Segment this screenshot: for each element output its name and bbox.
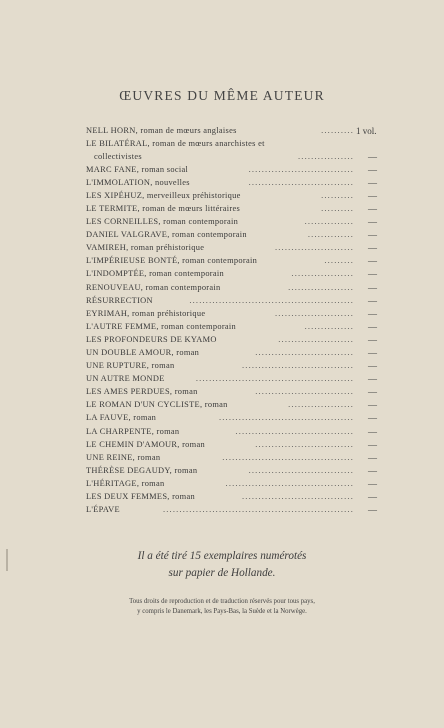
work-title: VAMIREH, roman préhistorique: [86, 243, 205, 253]
volume-mark: —: [368, 361, 377, 372]
work-title: UNE RUPTURE, roman: [86, 361, 175, 371]
limited-edition-note: [0, 548, 444, 582]
leader-dots: ........................................: [222, 452, 354, 462]
work-entry: [0, 453, 444, 466]
leader-dots: ........................: [274, 308, 354, 318]
work-entry: [0, 165, 444, 178]
leader-dots: ........................: [274, 243, 354, 253]
work-title: L'ÉPAVE: [86, 505, 120, 515]
work-title: MARC FANE, roman social: [86, 164, 189, 174]
work-title: L'AUTRE FEMME, roman contemporain: [86, 321, 237, 331]
work-title: LES DEUX FEMMES, roman: [86, 492, 195, 502]
page-title: ŒUVRES DU MÊME AUTEUR: [119, 88, 325, 103]
work-entry: [0, 217, 444, 230]
work-entry: [0, 400, 444, 413]
volume-mark: —: [368, 492, 377, 503]
work-title: EYRIMAH, roman préhistorique: [86, 308, 206, 318]
leader-dots: ..................................: [242, 361, 354, 371]
volume-mark: —: [368, 282, 377, 293]
volume-mark: —: [368, 348, 377, 358]
work-entry: [0, 335, 444, 348]
work-entry: [0, 283, 444, 296]
work-title: NELL HORN, roman de mœurs anglaises: [86, 126, 237, 135]
work-entry: [0, 269, 444, 282]
work-entry: [0, 139, 444, 165]
work-title: L'IMMOLATION, nouvelles: [86, 177, 190, 187]
leader-dots: .........................................: [218, 413, 354, 423]
leader-dots: ..................................: [242, 492, 354, 502]
work-entry: [0, 230, 444, 243]
work-entry: [0, 361, 444, 374]
work-entry: [0, 204, 444, 217]
work-title: LA FAUVE, roman: [86, 413, 157, 423]
work-title: UN AUTRE MONDE: [86, 374, 165, 384]
volume-mark: —: [368, 465, 377, 476]
volume-mark: —: [368, 203, 377, 214]
work-entry: [0, 479, 444, 492]
volume-mark: —: [368, 452, 377, 463]
limited-edition-line-2: sur papier de Hollande.: [168, 567, 276, 579]
volume-mark: 1 vol.: [356, 126, 377, 136]
work-entry: [0, 492, 444, 505]
volume-mark: —: [368, 439, 377, 450]
rights-line-1: Tous droits de reproduction et de traduction réservés pour tous pays,: [129, 598, 315, 605]
volume-mark: —: [368, 217, 377, 228]
leader-dots: ..........: [321, 190, 354, 200]
work-title: LE TERMITE, roman de mœurs littéraires: [86, 203, 241, 213]
volume-mark: —: [368, 151, 377, 162]
leader-dots: ................................................: [195, 374, 354, 384]
limited-edition-line-1: Il a été tiré 15 exemplaires numérotés: [137, 550, 307, 562]
work-entry: [0, 505, 444, 518]
work-title: LE ROMAN D'UN CYCLISTE, roman: [86, 400, 228, 410]
work-entry: [0, 374, 444, 387]
leader-dots: ................................: [248, 177, 354, 187]
work-title: RÉSURRECTION: [86, 295, 153, 305]
leader-dots: ....................................: [235, 426, 354, 436]
rights-notice: [0, 597, 444, 617]
work-title-continued: collectivistes: [94, 151, 142, 161]
leader-dots: .................: [298, 151, 354, 161]
work-entry: [0, 413, 444, 426]
leader-dots: ..................................................: [189, 295, 354, 305]
work-title: LES PROFONDEURS DE KYAMO: [86, 334, 217, 344]
rights-line-2: y compris le Danemark, les Pays-Bas, la Suède et la Norwège.: [137, 608, 307, 615]
work-entry: [0, 126, 444, 139]
volume-mark: —: [368, 400, 377, 411]
work-entry: [0, 427, 444, 440]
work-title: LES XIPÉHUZ, merveilleux préhistorique: [86, 190, 241, 200]
volume-mark: —: [368, 243, 377, 254]
leader-dots: ....................: [288, 282, 354, 292]
work-entry: [0, 256, 444, 269]
work-entry: [0, 309, 444, 322]
work-entry: [0, 243, 444, 256]
work-title: LE BILATÉRAL, roman de mœurs anarchistes et: [86, 139, 265, 149]
volume-mark: —: [368, 177, 377, 188]
volume-mark: —: [368, 269, 377, 280]
leader-dots: ...............: [304, 321, 354, 331]
work-title: LA CHARPENTE, roman: [86, 426, 180, 436]
work-title: L'INDOMPTÉE, roman contemporain: [86, 269, 225, 279]
volume-mark: —: [368, 478, 377, 489]
volume-mark: —: [368, 190, 377, 201]
volume-mark: —: [368, 374, 377, 385]
volume-mark: —: [368, 505, 377, 516]
work-title: DANIEL VALGRAVE, roman contemporain: [86, 230, 247, 240]
work-entry: [0, 466, 444, 479]
leader-dots: ..............................: [255, 439, 354, 449]
leader-dots: .......................................: [225, 478, 354, 488]
work-entry: [0, 191, 444, 204]
work-title: RENOUVEAU, roman contemporain: [86, 282, 221, 292]
leader-dots: .......................: [278, 334, 354, 344]
work-title: L'HÉRITAGE, roman: [86, 478, 165, 488]
work-entry: [0, 322, 444, 335]
leader-dots: ..........: [321, 203, 354, 213]
volume-mark: —: [368, 164, 377, 175]
work-entry: [0, 296, 444, 309]
leader-dots: ................................: [248, 164, 354, 174]
leader-dots: ................................: [248, 465, 354, 475]
leader-dots: .........: [324, 256, 354, 266]
work-title: LE CHEMIN D'AMOUR, roman: [86, 439, 205, 449]
leader-dots: ..........................................................: [162, 505, 354, 515]
work-entry: [0, 178, 444, 191]
works-list: [0, 126, 444, 518]
volume-mark: —: [368, 426, 377, 437]
work-entry: [0, 440, 444, 453]
volume-mark: —: [368, 295, 377, 306]
leader-dots: ...................: [291, 269, 354, 279]
volume-mark: —: [368, 334, 377, 345]
volume-mark: —: [368, 230, 377, 241]
work-title: UNE REINE, roman: [86, 452, 161, 462]
work-title: L'IMPÉRIEUSE BONTÉ, roman contemporain: [86, 256, 258, 266]
leader-dots: ....................: [288, 400, 354, 410]
leader-dots: ..............................: [255, 387, 354, 397]
work-entry: [0, 348, 444, 361]
work-title: LES AMES PERDUES, roman: [86, 387, 198, 397]
work-title: UN DOUBLE AMOUR, roman: [86, 348, 200, 357]
volume-mark: —: [368, 321, 377, 332]
leader-dots: ..............: [307, 230, 354, 240]
leader-dots: ..............................: [255, 348, 354, 357]
volume-mark: —: [368, 308, 377, 319]
volume-mark: —: [368, 256, 377, 267]
work-title: LES CORNEILLES, roman contemporain: [86, 217, 239, 227]
volume-mark: —: [368, 387, 377, 398]
leader-dots: ..........: [321, 126, 354, 135]
volume-mark: —: [368, 413, 377, 424]
leader-dots: ...............: [304, 217, 354, 227]
work-title: THÉRÈSE DEGAUDY, roman: [86, 465, 198, 475]
work-entry: [0, 387, 444, 400]
